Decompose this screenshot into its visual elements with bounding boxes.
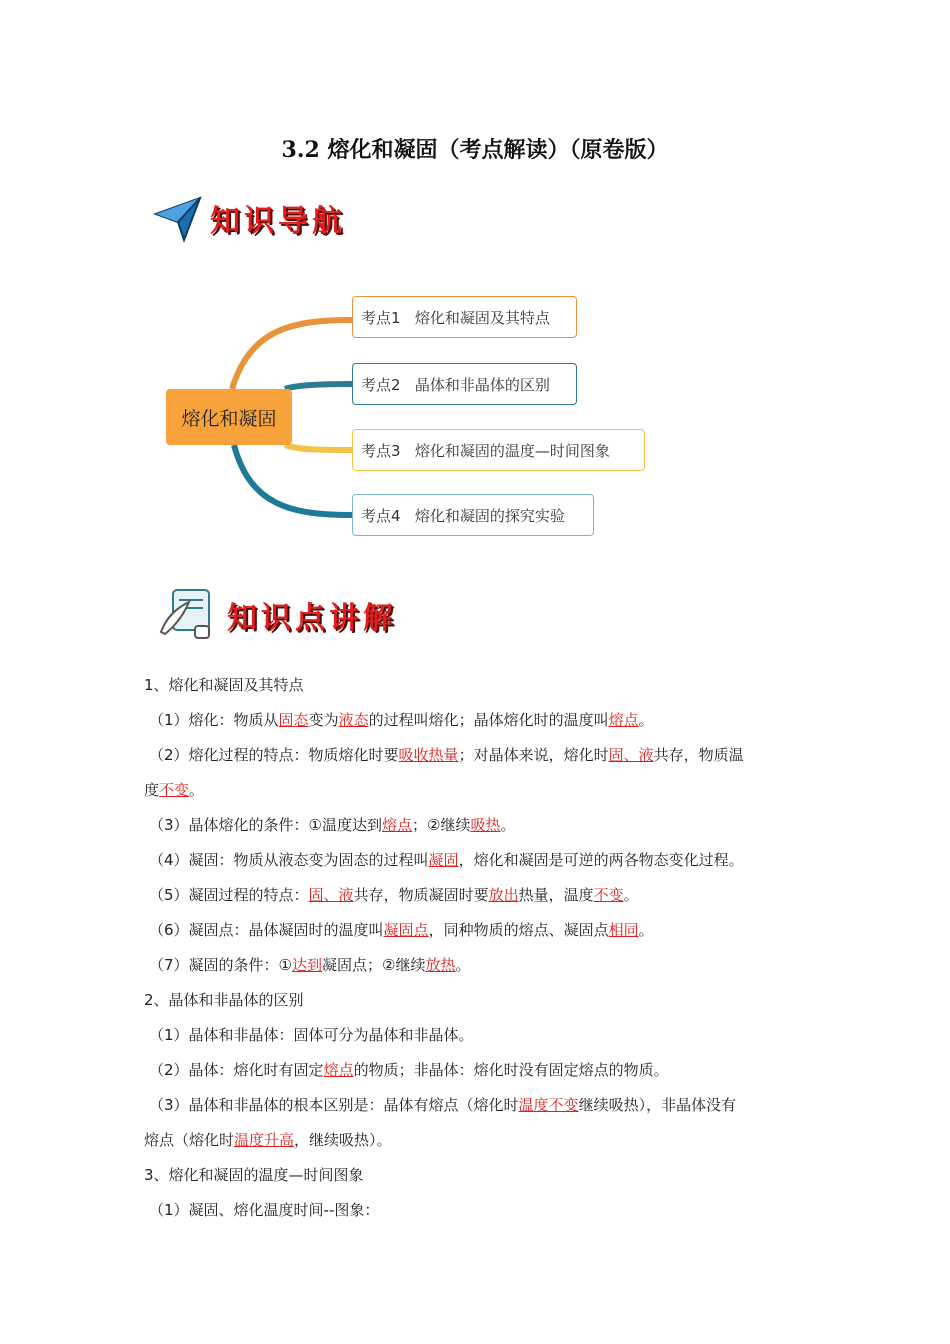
banner-nav-text: 知识导航 [210, 204, 346, 239]
text-segment: （1）凝固、熔化温度时间--图象： [149, 1201, 380, 1219]
text-segment: 凝固点；②继续 [322, 956, 426, 974]
page-title: 3.2 熔化和凝固（考点解读）（原卷版） [281, 137, 669, 163]
text-segment: （2）熔化过程的特点：物质熔化时要 [149, 746, 399, 764]
text-line [144, 948, 814, 983]
connector-1 [232, 320, 352, 389]
text-segment: 共存，物质凝固时要 [353, 886, 489, 904]
paper-plane-icon [152, 192, 204, 244]
text-segment: （5）凝固过程的特点： [149, 886, 309, 904]
text-segment: 共存，物质温 [653, 746, 744, 764]
text-line [144, 1018, 814, 1053]
answer-blank: 固、液 [308, 886, 354, 904]
text-segment: （3）晶体熔化的条件：①温度达到 [149, 816, 382, 834]
answer-blank: 固态 [278, 711, 309, 729]
connector-4 [234, 445, 352, 515]
answer-blank: 熔点 [382, 816, 413, 834]
text-line [144, 808, 814, 843]
text-line [144, 703, 814, 738]
answer-blank: 不变 [593, 886, 624, 904]
text-line [144, 773, 814, 808]
answer-blank: 不变 [159, 781, 190, 799]
section-banner-explain [155, 586, 397, 644]
banner-explain-text: 知识点讲解 [227, 601, 397, 636]
text-segment: （1）晶体和非晶体：固体可分为晶体和非晶体。 [149, 1026, 474, 1044]
answer-blank: 吸热 [470, 816, 501, 834]
mindmap-node-1: 考点1 熔化和凝固及其特点 [352, 296, 577, 338]
text-segment: 。 [623, 886, 639, 904]
text-line [144, 983, 814, 1018]
answer-blank: 固、液 [608, 746, 654, 764]
text-segment: 继续吸热），非晶体没有 [578, 1096, 737, 1114]
text-segment: 的物质；非晶体：熔化时没有固定熔点的物质。 [353, 1061, 669, 1079]
text-segment: （1）熔化：物质从 [149, 711, 279, 729]
text-line [144, 1123, 814, 1158]
text-segment: （6）凝固点：晶体凝固时的温度叫 [149, 921, 384, 939]
answer-blank: 放热 [425, 956, 456, 974]
text-segment: ，熔化和凝固是可逆的两各物态变化过程。 [458, 851, 744, 869]
text-line [144, 1158, 814, 1193]
answer-blank: 凝固 [428, 851, 459, 869]
mindmap-node-4: 考点4 熔化和凝固的探究实验 [352, 494, 594, 536]
text-segment: 。 [638, 711, 654, 729]
text-segment: ；对晶体来说，熔化时 [458, 746, 609, 764]
mindmap-center: 熔化和凝固 [166, 389, 292, 445]
text-segment: （4）凝固：物质从液态变为固态的过程叫 [149, 851, 429, 869]
text-segment: 。 [638, 921, 654, 939]
text-segment: 。 [189, 781, 205, 799]
answer-blank: 液态 [338, 711, 369, 729]
answer-blank: 凝固点 [383, 921, 429, 939]
text-segment: 熔点（熔化时 [144, 1131, 235, 1149]
answer-blank: 熔点 [608, 711, 639, 729]
knowledge-body [144, 668, 814, 1228]
text-segment: 。 [455, 956, 471, 974]
scroll-quill-icon [155, 586, 217, 644]
mindmap-node-3: 考点3 熔化和凝固的温度—时间图象 [352, 429, 645, 471]
text-line [144, 878, 814, 913]
text-segment: （2）晶体：熔化时有固定 [149, 1061, 324, 1079]
text-line [144, 738, 814, 773]
text-segment: 3、熔化和凝固的温度—时间图象 [144, 1166, 364, 1184]
text-line [144, 913, 814, 948]
text-segment: 2、晶体和非晶体的区别 [144, 991, 304, 1009]
text-segment: 。 [500, 816, 516, 834]
connector-3 [285, 445, 352, 450]
text-segment: 1、熔化和凝固及其特点 [144, 676, 304, 694]
text-segment: （7）凝固的条件：① [149, 956, 292, 974]
text-line [144, 1053, 814, 1088]
text-segment: 度 [144, 781, 160, 799]
text-segment: ，同种物质的熔点、凝固点 [428, 921, 609, 939]
text-segment: 热量，温度 [518, 886, 594, 904]
section-banner-nav [152, 192, 346, 244]
text-segment: 的过程叫熔化；晶体熔化时的温度叫 [368, 711, 609, 729]
text-segment: ，继续吸热）。 [294, 1131, 392, 1149]
answer-blank: 温度升高 [234, 1131, 295, 1149]
mindmap-node-2: 考点2 晶体和非晶体的区别 [352, 363, 577, 405]
text-line [144, 668, 814, 703]
text-line [144, 1088, 814, 1123]
answer-blank: 熔点 [323, 1061, 354, 1079]
connector-2 [285, 384, 352, 389]
answer-blank: 吸收热量 [398, 746, 459, 764]
text-segment: 变为 [308, 711, 339, 729]
text-line [144, 843, 814, 878]
answer-blank: 达到 [292, 956, 323, 974]
answer-blank: 放出 [488, 886, 519, 904]
text-segment: （3）晶体和非晶体的根本区别是：晶体有熔点（熔化时 [149, 1096, 519, 1114]
answer-blank: 相同 [608, 921, 639, 939]
text-line [144, 1193, 814, 1228]
answer-blank: 温度不变 [518, 1096, 579, 1114]
text-segment: ；②继续 [412, 816, 471, 834]
